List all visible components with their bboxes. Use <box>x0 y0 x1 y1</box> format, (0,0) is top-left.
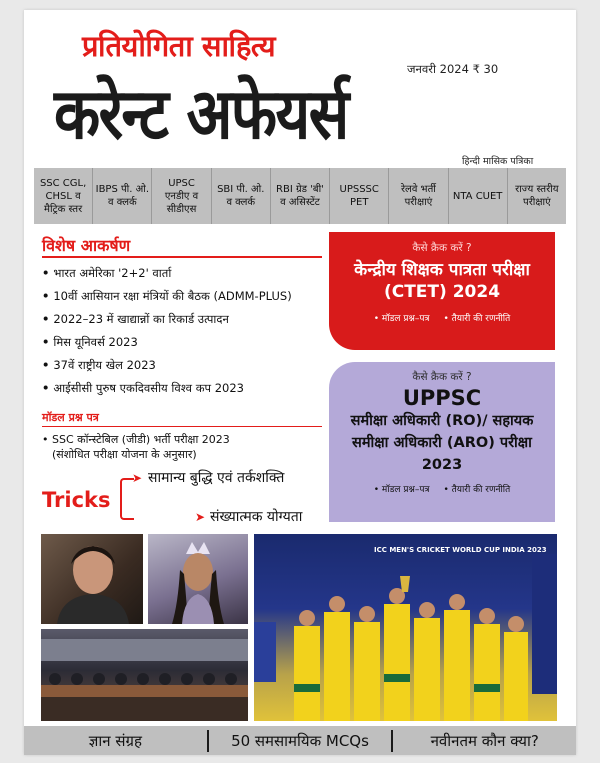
feature-item: • भारत अमेरिका '2+2' वार्ता <box>42 262 292 285</box>
magazine-cover <box>24 10 576 755</box>
issue-date-price: जनवरी 2024 ₹ 30 <box>407 62 499 76</box>
magazine-subtitle: हिन्दी मासिक पत्रिका <box>462 156 534 167</box>
feature-item: • 10वीं आसियान रक्षा मंत्रियों की बैठक (ADMM-PLUS) <box>42 285 292 308</box>
footer-item: नवीनतम कौन क्या? <box>430 731 539 750</box>
heading-underline <box>42 426 322 427</box>
trick-item: सामान्य बुद्धि एवं तर्कशक्ति <box>148 470 285 486</box>
feature-item: • आईसीसी पुरुष एकदिवसीय विश्व कप 2023 <box>42 377 292 400</box>
panel-foot-item: • मॉडल प्रश्न–पत्र <box>374 311 430 324</box>
uppsc-title: UPPSC <box>402 386 482 410</box>
panel-foot-item: • तैयारी की रणनीति <box>443 311 510 324</box>
trick-item: संख्यात्मक योग्यता <box>210 509 303 525</box>
cover-headline: करेन्ट अफेयर्स <box>54 73 348 155</box>
panel-kicker: कैसे क्रैक करें ? <box>412 371 472 383</box>
exam-cell: NTA CUET <box>449 168 508 224</box>
heading-underline <box>42 256 322 258</box>
feature-item: • 2022–23 में खाद्यान्नों का रिकार्ड उत्पादन <box>42 308 292 331</box>
panel-foot-item: • तैयारी की रणनीति <box>443 482 510 495</box>
model-paper-heading: मॉडल प्रश्न पत्र <box>42 411 99 424</box>
exam-cell: SSC CGL, CHSL व मैट्रिक स्तर <box>34 168 93 224</box>
brand-title: प्रतियोगिता साहित्य <box>82 29 276 63</box>
footer-item: ज्ञान संग्रह <box>88 731 142 750</box>
footer-item: 50 समसामयिक MCQs <box>231 731 369 750</box>
model-paper-item <box>42 432 230 462</box>
ctet-title: केन्द्रीय शिक्षक पात्रता परीक्षा (CTET) 2024 <box>354 260 530 302</box>
exam-cell: RBI ग्रेड 'बी' व असिस्टेंट <box>271 168 330 224</box>
model-paper-note: (संशोधित परीक्षा योजना के अनुसार) <box>52 448 197 461</box>
exam-cell: रेलवे भर्ती परीक्षाएं <box>389 168 448 224</box>
cricket-world-cup-photo <box>254 534 557 721</box>
person-silhouette-icon <box>41 534 143 624</box>
exam-cell: UPSSSC PET <box>330 168 389 224</box>
special-features-heading: विशेष आकर्षण <box>42 236 131 255</box>
actor-photo <box>41 534 143 624</box>
celebrating-team-icon <box>254 534 557 721</box>
feature-item: • 37वें राष्ट्रीय खेल 2023 <box>42 354 292 377</box>
crowned-person-icon <box>148 534 248 624</box>
miss-universe-photo <box>148 534 248 624</box>
exam-cell: SBI पी. ओ. व क्लर्क <box>212 168 271 224</box>
exam-category-bar <box>34 168 566 224</box>
panel-footer <box>329 482 555 495</box>
exam-cell: IBPS पी. ओ. व क्लर्क <box>93 168 152 224</box>
special-features-list <box>42 262 292 400</box>
tricks-label: Tricks <box>42 488 111 512</box>
exam-cell: UPSC एनडीए व सीडीएस <box>152 168 211 224</box>
asean-meeting-photo <box>41 629 248 721</box>
conference-table-icon <box>41 629 248 721</box>
feature-item: • मिस यूनिवर्स 2023 <box>42 331 292 354</box>
uppsc-panel <box>329 362 555 522</box>
panel-kicker: कैसे क्रैक करें ? <box>412 242 472 254</box>
panel-foot-item: • मॉडल प्रश्न–पत्र <box>374 482 430 495</box>
world-cup-caption: ICC MEN'S CRICKET WORLD CUP INDIA 2023 <box>374 546 547 554</box>
ctet-panel <box>329 232 555 350</box>
uppsc-subtitle: समीक्षा अधिकारी (RO)/ सहायक समीक्षा अधिकारी (ARO) परीक्षा 2023 <box>350 413 534 473</box>
model-paper-line: • SSC कॉन्स्टेबिल (जीडी) भर्ती परीक्षा 2023 <box>42 433 230 446</box>
arrow-icon: ➤ <box>132 471 143 485</box>
panel-footer <box>329 311 555 324</box>
footer-bar <box>24 726 576 755</box>
arrow-icon: ➤ <box>195 510 206 524</box>
exam-cell: राज्य स्तरीय परीक्षाएं <box>515 184 559 208</box>
